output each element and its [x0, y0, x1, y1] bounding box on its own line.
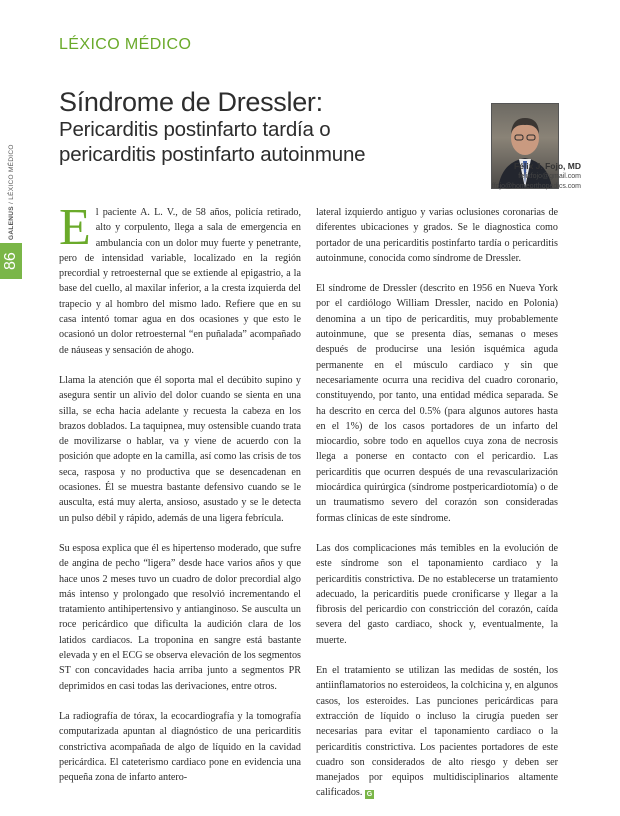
page-number: 86 — [2, 252, 19, 270]
author-block — [492, 160, 581, 192]
article-title: Síndrome de Dressler: — [59, 87, 323, 117]
paragraph: El paciente A. L. V., de 58 años, policía retirado, alto y corpulento, llega a sala de emergencia en ambulancia con un dolor muy fuerte y penetrante, pero de intensidad variable, localizado en la región precordial y retroesternal que se extiende al epigastrio, a la base del cuello, al maxilar inferior, a la cresta izquierda del trapecio y al hombro del mismo lado. Refiere que en su casa intentó tomar agua en dos ocasiones y que esto le ocasionó un dolor retroesternal “en puñalada” acompañado de náuseas y sensación de ahogo. — [59, 199, 301, 356]
paragraph: El síndrome de Dressler (descrito en 1956 en Nueva York por el cardiólogo William Dressler, nacido en Polonia) denomina a un tipo de pericarditis, muy probablemente autoinmune, que se presenta días, semanas o meses después de producirse una lesión isquémica aguda permanente en el músculo cardiaco y sin que necesariamente ocurra una recidiva del cuadro coronario, constituyendo, por tanto, una entidad médica separada. Se ha descrito en cerca del 0.5% (para algunos autores hasta en el 1%) de los casos portadores de un infarto del miocardio, sobre todo en aquellos cuya zona de necrosis llega a ponerse en contacto con el pericardio. Las pericarditis que ocurren después de una revascularización miocárdica quirúrgica (síndrome postpericardiotomía) o de un traumatismo severo del corazón son consideradas formas clínicas de este síndrome. — [316, 283, 558, 524]
paragraph: Su esposa explica que él es hipertenso moderado, que sufre de angina de pecho “ligera” desde hace varios años y que hace unos 2 meses tuvo un cuadro de dolor precordial algo más intenso y prolongado que resolvió incrementando el tratamiento antihipertensivo y antianginoso. Se ausculta un roce pericárdico que dificulta la audición clara de los latidos cardiacos. La troponina en sangre está bastante elevada y en el ECG se observa elevación de los segmentos ST con concavidades hacia arriba junto a segmentos PR deprimidos en casi todas las derivaciones, entre otros. — [59, 542, 301, 692]
paragraph: La radiografía de tórax, la ecocardiografía y la tomografía computarizada apuntan al diagnóstico de una pericarditis constrictiva acompañada de algo de líquido en la cavidad pericárdica. El cateterismo cardiaco pone en evidencia una pequeña zona de infarto antero- — [59, 710, 301, 784]
author-email-1[interactable]: felixfojo@gmail.com — [518, 173, 581, 180]
subtitle-line-2: pericarditis postinfarto autoinmune — [59, 143, 366, 166]
section-label: LÉXICO MÉDICO — [59, 36, 192, 53]
end-mark-icon: G — [366, 791, 373, 799]
paragraph: En el tratamiento se utilizan las medidas de sostén, los antiinflamatorios no esteroideos, la colchicina y, en algunos casos, los esteroides. Las punciones pericárdicas para extracción de líquido o incluso la cirugía pueden ser necesarias para evitar el taponamiento cardiaco o la pericarditis constrictiva. Los pacientes portadores de este cuadro son considerados de alto riesgo y deben ser manejados por equipos multidisciplinarios altamente calificados. G — [316, 665, 558, 799]
paragraph: lateral izquierdo antiguo y varias oclusiones coronarias de diferentes ubicaciones y grados. Se le diagnostica como portador de una pericarditis postinfarto tardía o pericarditis autoinmune, conocida como síndrome de Dressler. — [316, 207, 558, 264]
drop-cap: E — [59, 199, 91, 256]
article-subtitle — [59, 117, 365, 167]
author-email-2[interactable]: ffojo@homeorthopedics.com — [491, 183, 581, 190]
left-column — [59, 199, 301, 800]
author-name: Félix J. Fojo, MD — [513, 161, 581, 171]
right-column — [316, 205, 558, 816]
paragraph: Llama la atención que él soporta mal el decúbito supino y asegura sentir un alivio del dolor cuando se sienta en una silla, se echa hacia adelante y recuesta la cabeza en los brazos doblados. La taquipnea, muy ostensible cuando trata de movilizarse o hablar, va y viene de acuerdo con la posición que adopte en la camilla, así como las crisis de tos seca, rasposa y no productiva que se desencadenan en ocasiones. Él se muestra bastante defensivo cuando se le ausculta, está muy alerta, ansioso, asustado y se le detecta un pulso débil y rápido, además de una ligera febrícula. — [59, 374, 301, 524]
running-head: GALENUS / LÉXICO MÉDICO — [8, 144, 15, 240]
subtitle-line-1: Pericarditis postinfarto tardía o — [59, 118, 331, 141]
paragraph: Las dos complicaciones más temibles en la evolución de este síndrome son el taponamiento cardiaco y la pericarditis constrictiva. De no establecerse un tratamiento adecuado, la pericarditis puede cronificarse y llegar a la fibrosis del pericardio con constricción del corazón, caída severa del gasto cardiaco, shock y, eventualmente, la muerte. — [316, 542, 558, 646]
